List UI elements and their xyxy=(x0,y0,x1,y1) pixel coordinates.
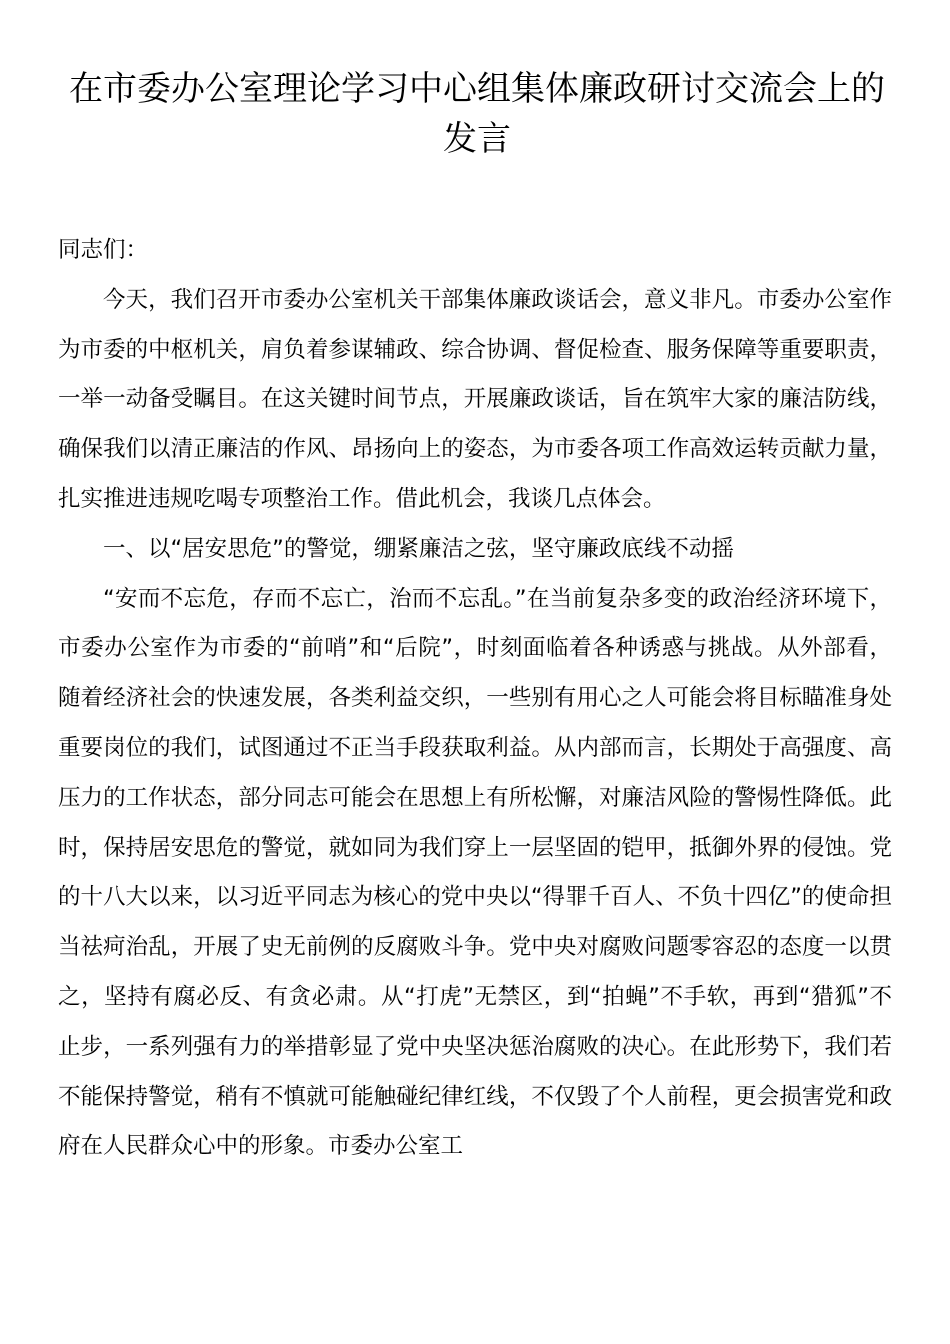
salutation: 同志们： xyxy=(58,237,149,263)
intro-paragraph: 今天，我们召开市委办公室机关干部集体廉政谈话会，意义非凡。市委办公室作为市委的中枢机关，肩负着参谋辅政、综合协调、督促检查、服务保障等重要职责，一举一动备受瞩目。在这关键时间节点，开展廉政谈话，旨在筑牢大家的廉洁防线，确保我们以清正廉洁的作风、昂扬向上的姿态，为市委各项工作高效运转贡献力量，扎实推进违规吃喝专项整治工作。借此机会，我谈几点体会。 xyxy=(58,286,892,512)
document-title: 在市委办公室理论学习中心组集体廉政研讨交流会上的发言 xyxy=(69,69,885,159)
section-1-paragraph: “安而不忘危，存而不忘亡，治而不忘乱。”在当前复杂多变的政治经济环境下，市委办公室作为市委的“前哨”和“后院”，时刻面临着各种诱惑与挑战。从外部看，随着经济社会的快速发展，各类利益交织，一些别有用心之人可能会将目标瞄准身处重要岗位的我们，试图通过不正当手段获取利益。从内部而言，长期处于高强度、高压力的工作状态，部分同志可能会在思想上有所松懈，对廉洁风险的警惕性降低。此时，保持居安思危的警觉，就如同为我们穿上一层坚固的铠甲，抵御外界的侵蚀。党的十八大以来，以习近平同志为核心的党中央以“得罪千百人、不负十四亿”的使命担当祛疴治乱，开展了史无前例的反腐败斗争。党中央对腐败问题零容忍的态度一以贯之，坚持有腐必反、有贪必肃。从“打虎”无禁区，到“拍蝇”不手软，再到“猎狐”不止步，一系列强有力的举措彰显了党中央坚决惩治腐败的决心。在此形势下，我们若不能保持警觉，稍有不慎就可能触碰纪律红线，不仅毁了个人前程，更会损害党和政府在人民群众心中的形象。市委办公室工 xyxy=(58,585,892,1160)
document-page xyxy=(58,64,892,1172)
section-1-heading: 一、以“居安思危”的警觉，绷紧廉洁之弦，坚守廉政底线不动摇 xyxy=(103,535,734,562)
